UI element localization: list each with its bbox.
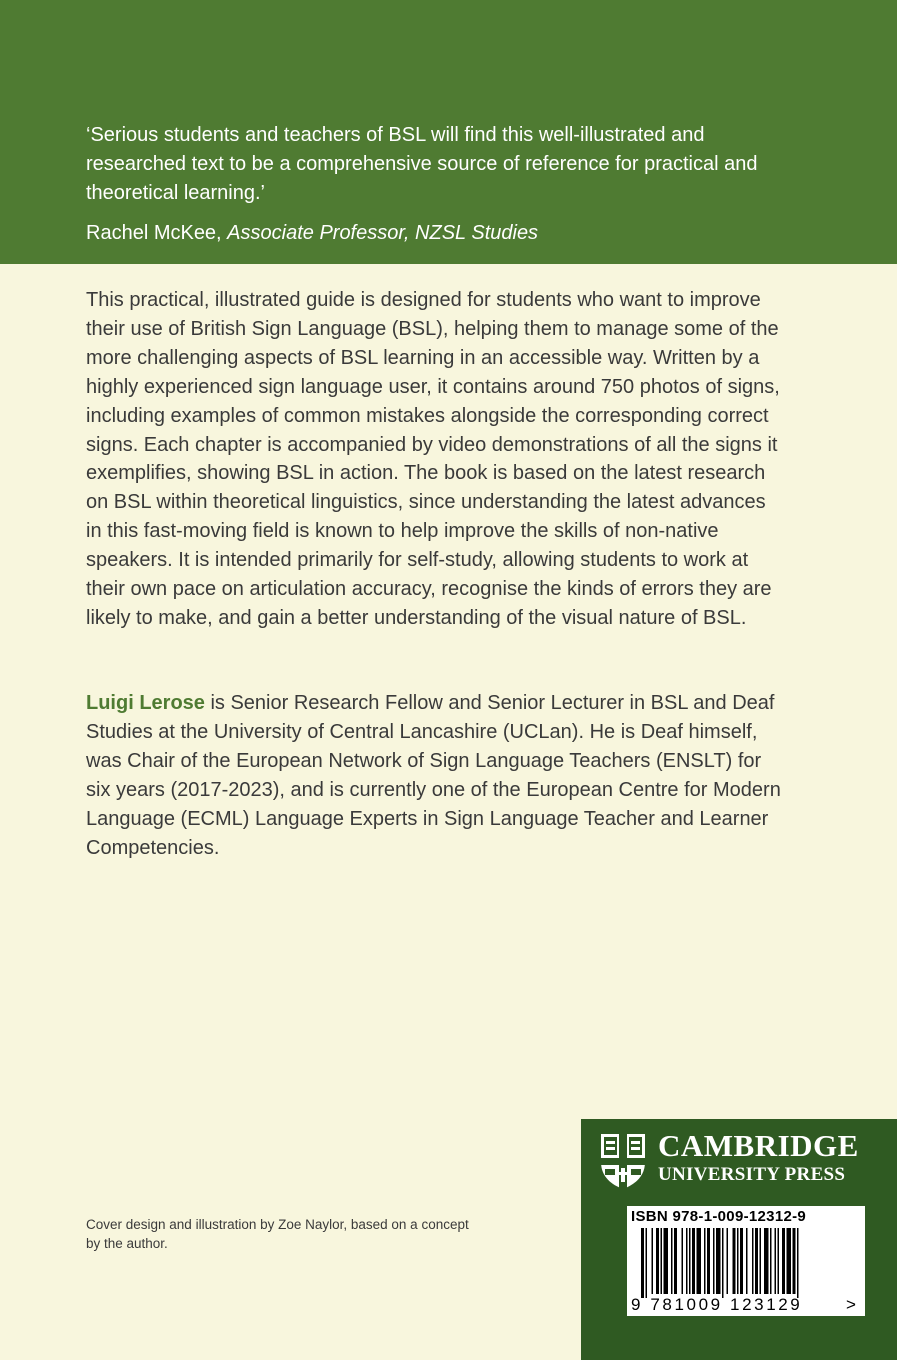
barcode-bar	[778, 1228, 780, 1294]
barcode-bar	[707, 1228, 710, 1294]
barcode-bar	[727, 1228, 729, 1294]
barcode-bar	[661, 1228, 663, 1294]
author-bio-text: is Senior Research Fellow and Senior Lecturer in BSL and Deaf Studies at the University of Central Lancashire (UCLan). He is Deaf himself, was Chair of the European Network of Sign Language Teachers (ENSLT) for six years (2017-2023), and is currently one of the European Centre for Modern Language (ECML) Language Experts in Sign Language Teacher and Learner Competencies.	[86, 692, 781, 859]
barcode-bar	[760, 1228, 762, 1294]
barcode-digits: 9 781009 123129	[631, 1295, 803, 1314]
barcode-bar	[764, 1228, 769, 1294]
author-bio	[86, 689, 786, 862]
barcode-bar	[686, 1228, 688, 1294]
author-name: Luigi Lerose	[86, 692, 205, 714]
barcode-arrow: >	[846, 1295, 856, 1314]
barcode-bar	[755, 1228, 758, 1294]
barcode-bar	[697, 1228, 702, 1294]
isbn-label: ISBN 978-1-009-12312-9	[631, 1208, 807, 1225]
barcode-bar	[652, 1228, 654, 1294]
barcode-bar	[713, 1228, 715, 1294]
cover-credits: Cover design and illustration by Zoe Naylor, based on a concept by the author.	[86, 1217, 469, 1251]
endorser-role: Associate Professor, NZSL Studies	[227, 222, 539, 244]
book-description: This practical, illustrated guide is designed for students who want to improve their use of British Sign Language (BSL), helping them to manage some of the more challenging aspects of BSL learning in an accessible way. Written by a highly experienced sign language user, it contains around 750 photos of signs, including examples of common mistakes alongside the corresponding correct signs. Each chapter is accompanied by video demonstrations of all the signs it exemplifies, showing BSL in action. The book is based on the latest research on BSL within theoretical linguistics, since understanding the latest advances in this fast-moving field is known to help improve the skills of non-native speakers. It is intended primarily for self-study, allowing students to work at their own pace on articulation accuracy, recognise the kinds of errors they are likely to make, and gain a better understanding of the visual nature of BSL.	[86, 289, 780, 629]
barcode-bar	[746, 1228, 748, 1294]
publisher-panel	[581, 1119, 897, 1360]
barcode-bar	[770, 1228, 772, 1294]
barcode-bar	[797, 1228, 799, 1298]
barcode-bar	[733, 1228, 736, 1294]
barcode-bar	[722, 1228, 724, 1298]
publisher-name: CAMBRIDGE	[658, 1128, 859, 1163]
barcode-bar	[682, 1228, 684, 1294]
barcode-bar	[782, 1228, 785, 1294]
barcode-bar	[752, 1228, 754, 1294]
endorser-credit	[86, 219, 806, 248]
barcode-bar	[671, 1228, 673, 1294]
endorsement-quote: ‘Serious students and teachers of BSL will find this well-illustrated and researched text to be a comprehensive source of reference for practical and theoretical learning.’	[86, 124, 758, 204]
barcode-bar	[716, 1228, 721, 1294]
barcode-bar	[646, 1228, 648, 1298]
barcode-bar	[664, 1228, 669, 1294]
isbn-barcode	[627, 1206, 865, 1316]
barcode-bar	[775, 1228, 777, 1294]
barcode-bar	[793, 1228, 796, 1294]
publisher-subname: UNIVERSITY PRESS	[658, 1164, 846, 1185]
barcode-bar	[787, 1228, 792, 1294]
barcode-bar	[692, 1228, 695, 1294]
cambridge-shield-icon	[599, 1132, 647, 1190]
barcode-bar	[674, 1228, 677, 1294]
endorser-name: Rachel McKee,	[86, 222, 228, 244]
barcode-bar	[737, 1228, 739, 1294]
barcode-bar	[740, 1228, 743, 1294]
barcode-bar	[641, 1228, 644, 1298]
barcode-bar	[656, 1228, 659, 1294]
barcode-bar	[704, 1228, 706, 1294]
barcode-bar	[689, 1228, 691, 1294]
